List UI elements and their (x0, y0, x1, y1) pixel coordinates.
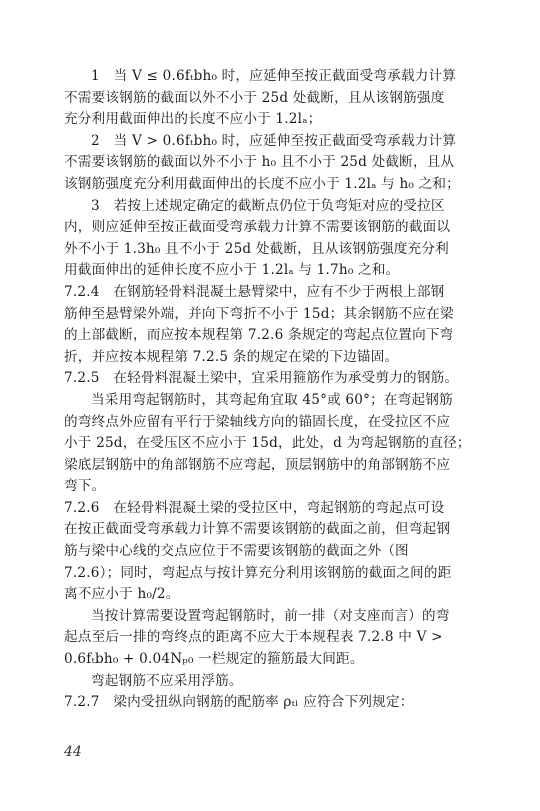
text-line: 该钢筋强度充分利用截面伸出的长度不应小于 1.2lₐ 与 h₀ 之和； (64, 175, 460, 192)
text-line: 不需要该钢筋的截面以外不小于 25d 处截断，且从该钢筋强度 (64, 89, 445, 106)
text-line: 0.6fₜbh₀ + 0.04Nₚ₀ 一栏规定的箍筋最大间距。 (64, 651, 364, 668)
text-line: 当按计算需要设置弯起钢筋时，前一排（对支座而言）的弯 (91, 607, 450, 624)
text-line: 弯下。 (64, 478, 106, 495)
text-line: 起点至后一排的弯终点的距离不应大于本规程表 7.2.8 中 V > (64, 629, 443, 646)
document-body (64, 66, 476, 714)
section-7-2-7-heading: 7.2.7 梁内受扭纵向钢筋的配筋率 ρₜₗ 应符合下列规定： (64, 694, 414, 711)
text-line: 折，并应按本规程第 7.2.5 条的规定在梁的下边锚固。 (64, 348, 399, 365)
text-line: 在按正截面受弯承载力计算不需要该钢筋的截面之前，但弯起钢 (64, 521, 451, 538)
text-line: 内，则应延伸至按正截面受弯承载力计算不需要该钢筋的截面以 (64, 219, 451, 236)
text-line: 用截面伸出的延伸长度不应小于 1.2lₐ 与 1.7h₀ 之和。 (64, 262, 400, 279)
text-line: 7.2.6）；同时，弯起点与按计算充分利用该钢筋的截面之间的距 (64, 564, 452, 581)
text-line: 当采用弯起钢筋时，其弯起角宜取 45°或 60°；在弯起钢筋 (91, 391, 453, 408)
text-line: 筋伸至悬臂梁外端，并向下弯折不小于 15d；其余钢筋不应在梁 (64, 305, 454, 322)
text-line: 充分利用截面伸出的长度不应小于 1.2lₐ； (64, 111, 322, 128)
section-7-2-6-heading: 7.2.6 在轻骨料混凝土梁的受拉区中，弯起钢筋的弯起点可设 (64, 499, 445, 516)
text-line: 1 当 V ≤ 0.6fₜbh₀ 时，应延伸至按正截面受弯承载力计算 (91, 68, 457, 84)
text-line: 2 当 V > 0.6fₜbh₀ 时，应延伸至按正截面受弯承载力计算 (91, 132, 457, 149)
text-line: 筋与梁中心线的交点应位于不需要该钢筋的截面之外（图 (64, 543, 409, 560)
text-line: 的弯终点外应留有平行于梁轴线方向的锚固长度，在受拉区不应 (64, 413, 451, 430)
text-line: 小于 25d，在受压区不应小于 15d，此处，d 为弯起钢筋的直径； (64, 435, 471, 452)
section-7-2-4-heading: 7.2.4 在钢筋轻骨料混凝土悬臂梁中，应有不少于两根上部钢 (64, 283, 445, 300)
text-line: 梁底层钢筋中的角部钢筋不应弯起，顶层钢筋中的角部钢筋不应 (64, 456, 451, 473)
text-line: 外不小于 1.3h₀ 且不小于 25d 处截断，且从该钢筋强度充分利 (64, 240, 449, 257)
text-line: 离不应小于 h₀/2。 (64, 586, 180, 603)
section-7-2-5-heading: 7.2.5 在轻骨料混凝土梁中，宜采用箍筋作为承受剪力的钢筋。 (64, 370, 459, 387)
text-line: 3 若按上述规定确定的截断点仍位于负弯矩对应的受拉区 (91, 197, 445, 214)
text-line: 弯起钢筋不应采用浮筋。 (91, 672, 243, 689)
text-line: 的上部截断，而应按本规程第 7.2.6 条规定的弯起点位置向下弯 (64, 327, 454, 344)
text-line: 不需要该钢筋的截面以外不小于 h₀ 且不小于 25d 处截断，且从 (64, 154, 455, 171)
page-number: 44 (64, 744, 82, 760)
